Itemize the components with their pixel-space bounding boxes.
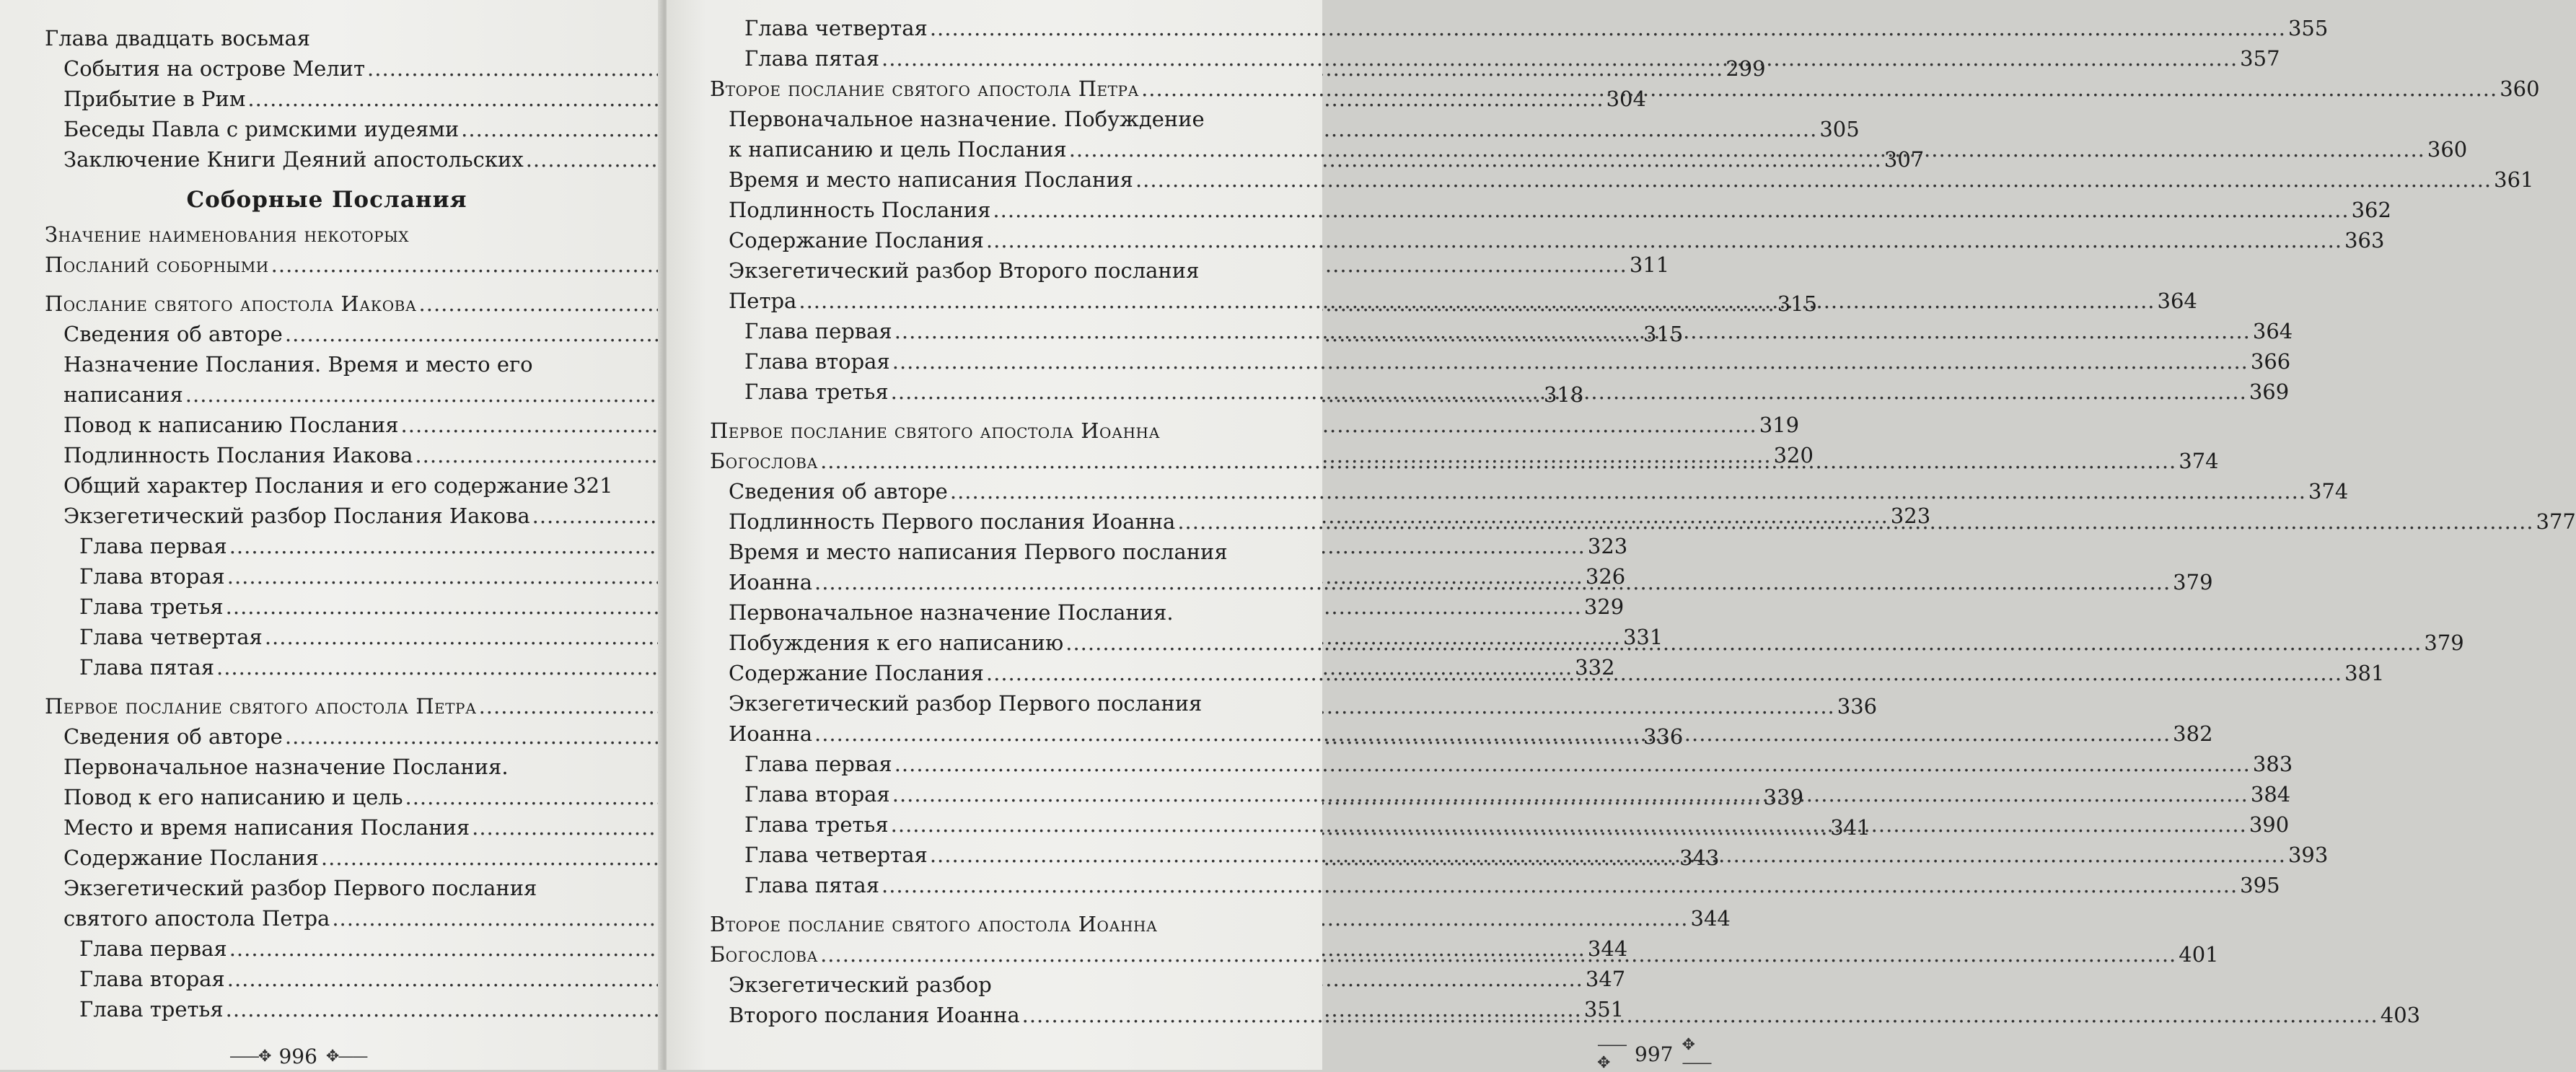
dot-leader xyxy=(891,377,2247,407)
toc-entry-page: 304 xyxy=(1606,87,1646,111)
toc-entry-line xyxy=(744,870,2280,900)
toc-entry-page: 341 xyxy=(1830,815,1871,840)
toc-entry-line xyxy=(744,749,2293,779)
toc-entry-title: Первоначальное назначение Послания. xyxy=(63,755,509,779)
toc-entry-line xyxy=(729,476,2349,506)
toc-entry xyxy=(710,346,2291,377)
toc-entry-title: Экзегетический разбор Первого послания xyxy=(729,691,1203,716)
toc-entry-page: 329 xyxy=(1583,594,1625,619)
toc-entry-page: 379 xyxy=(2173,570,2213,594)
toc-entry-title: События на острове Мелит xyxy=(63,56,366,81)
toc-entry-page: 382 xyxy=(2173,721,2213,746)
page-number xyxy=(229,1045,366,1068)
toc-entry-page: 401 xyxy=(2179,942,2219,967)
toc-entry-page: 332 xyxy=(1575,655,1615,680)
toc-entry-page: 319 xyxy=(1759,413,1800,437)
ornament-icon: ——✥ xyxy=(1597,1036,1626,1072)
dot-leader xyxy=(1065,628,2422,658)
toc-entry-page: 321 xyxy=(573,473,613,498)
toc-entry-page: 323 xyxy=(1587,534,1628,558)
toc-entry-page: 361 xyxy=(2494,167,2534,192)
toc-entry-title: Глава вторая xyxy=(79,967,225,991)
dot-leader xyxy=(814,567,2171,597)
toc-entry-title: Первоначальное назначение. Побуждение xyxy=(729,107,1205,131)
toc-entry-page: 344 xyxy=(1690,906,1731,931)
toc-entry-title: Первоначальное назначение Послания. xyxy=(729,600,1174,625)
toc-entry-page: 323 xyxy=(1890,504,1931,528)
toc-entry-title: Глава третья xyxy=(79,997,224,1022)
toc-entry-page: 307 xyxy=(1883,147,1925,172)
toc-entry-page: 336 xyxy=(1643,724,1684,749)
toc-entry-title: Повод к написанию Послания xyxy=(63,413,399,437)
toc-entry-title: Богослова xyxy=(710,449,819,473)
ornament-icon: ✥—— xyxy=(1682,1036,1711,1072)
toc-entry-title: Второе послание святого апостола Петра xyxy=(710,76,1140,101)
toc-entry-title: Глава третья xyxy=(79,594,224,619)
toc-entry-page: 343 xyxy=(1679,845,1720,870)
toc-entry xyxy=(45,470,613,501)
toc-entry-title: Второе послание святого апостола Иоанна xyxy=(710,912,1158,936)
toc-entry-title: Глава четвертая xyxy=(744,843,928,867)
toc-entry-title: Иоанна xyxy=(729,570,812,594)
toc-entry-title: Подлинность Послания xyxy=(729,198,991,222)
dot-leader xyxy=(1141,74,2497,104)
dot-leader xyxy=(882,870,2238,900)
toc-entry-page: 369 xyxy=(2248,379,2290,404)
toc-entry-title: Глава третья xyxy=(744,379,889,404)
toc-entry-page: 366 xyxy=(2250,349,2291,374)
toc-entry-title: Послание святого апостола Иакова xyxy=(45,291,417,316)
toc-entry-page: 403 xyxy=(2380,1003,2421,1027)
dot-leader xyxy=(930,840,2286,870)
toc-entry-page: 360 xyxy=(2500,76,2540,101)
dot-leader xyxy=(930,13,2286,43)
dot-leader xyxy=(1177,506,2533,537)
dot-leader xyxy=(891,809,2247,840)
toc-entry-page: 360 xyxy=(2427,137,2468,162)
dot-leader xyxy=(986,658,2342,688)
toc-entry-page: 344 xyxy=(1587,936,1628,961)
toc-entry-page: 379 xyxy=(2424,631,2464,655)
toc-entry xyxy=(710,749,2293,779)
toc-entry-title: Петра xyxy=(729,289,797,313)
toc-entry-page: 363 xyxy=(2344,228,2385,252)
toc-entry-title: Глава третья xyxy=(744,812,889,837)
toc-entry-title: Глава первая xyxy=(79,534,227,558)
toc-entry-title: святого апостола Петра xyxy=(63,906,330,931)
toc-entry-title: Подлинность Послания Иакова xyxy=(63,443,413,467)
page-number-value: 996 xyxy=(278,1045,317,1068)
toc-entry-title: Повод к его написанию и цель xyxy=(63,785,403,809)
toc-entry-page: 383 xyxy=(2252,752,2293,776)
toc-entry-title: Иоанна xyxy=(729,721,812,746)
toc-entry-page: 377 xyxy=(2536,509,2576,534)
dot-leader xyxy=(986,225,2342,255)
toc-entry-title: Первое послание святого апостола Петра xyxy=(45,694,477,719)
toc-entry-page: 318 xyxy=(1543,382,1584,407)
toc-entry-title: Глава вторая xyxy=(744,349,890,374)
toc-entry-title: Второго послания Иоанна xyxy=(729,1003,1020,1027)
toc-entry-title: Содержание Послания xyxy=(729,228,984,252)
toc-entry-title: Первое послание святого апостола Иоанна xyxy=(710,418,1161,443)
toc-entry-title: Назначение Послания. Время и место его xyxy=(63,352,533,377)
toc-entry-page: 362 xyxy=(2351,198,2391,222)
toc-entry-line xyxy=(63,470,613,501)
toc-entry-page: 374 xyxy=(2179,449,2219,473)
toc-entry-title: Глава двадцать восьмая xyxy=(45,26,311,50)
toc-entry-page: 381 xyxy=(2344,661,2385,685)
toc-entry-page: 364 xyxy=(2252,319,2293,343)
dot-leader xyxy=(820,939,2176,970)
toc-entry-page: 393 xyxy=(2287,843,2329,867)
toc-entry-title: Беседы Павла с римскими иудеями xyxy=(63,117,460,141)
toc-entry-line xyxy=(729,195,2391,225)
toc-entry-title: Содержание Послания xyxy=(63,845,319,870)
page-number-value: 997 xyxy=(1635,1042,1674,1066)
toc-entry-page: 374 xyxy=(2308,479,2349,504)
toc-entry-title: Общий характер Послания и его содержание xyxy=(63,473,569,498)
toc-entry-page: 355 xyxy=(2287,16,2329,40)
toc-entry-title: Экзегетический разбор Послания Иакова xyxy=(63,504,530,528)
dot-leader xyxy=(1135,164,2492,195)
toc-entry-line xyxy=(744,13,2329,43)
toc-entry-title: Глава четвертая xyxy=(744,16,928,40)
toc-entry-title: Побуждения к его написанию xyxy=(729,631,1064,655)
toc-entry-line xyxy=(729,164,2534,195)
toc-entry xyxy=(45,23,609,53)
toc-entry-title: Время и место написания Послания xyxy=(729,167,1133,192)
toc-entry-page: 347 xyxy=(1585,967,1626,991)
toc-entry-title: Посланий соборными xyxy=(45,252,269,277)
dot-leader xyxy=(993,195,2349,225)
page-number xyxy=(1597,1036,1710,1072)
toc-entry-title: Экзегетический разбор Второго послания xyxy=(729,258,1200,283)
toc-entry-line xyxy=(45,23,609,53)
toc-entry xyxy=(710,164,2534,195)
toc-entry-title: Заключение Книги Деяний апостольских xyxy=(63,147,524,172)
dot-leader xyxy=(814,719,2171,749)
toc-entry-title: Богослова xyxy=(710,942,819,967)
toc-entry-page: 339 xyxy=(1763,785,1804,809)
toc-entry xyxy=(710,870,2280,900)
toc-entry-page: 331 xyxy=(1622,625,1663,649)
toc-entry xyxy=(710,195,2391,225)
dot-leader xyxy=(894,749,2251,779)
toc-entry-title: Глава пятая xyxy=(79,655,214,680)
toc-entry-title: Глава вторая xyxy=(744,782,890,807)
toc-entry-title: Подлинность Первого послания Иоанна xyxy=(729,509,1176,534)
toc-entry-title: Сведения об авторе xyxy=(63,322,283,346)
toc-entry-title: Глава четвертая xyxy=(79,625,263,649)
dot-leader xyxy=(1022,1000,2378,1030)
toc-entry xyxy=(710,225,2385,255)
toc-entry-title: Время и место написания Первого послания xyxy=(729,540,1228,564)
toc-entry-title: Значение наименования некоторых xyxy=(45,222,409,247)
dot-leader xyxy=(882,43,2238,74)
toc-entry-page: 315 xyxy=(1777,291,1818,316)
toc-entry-title: написания xyxy=(63,382,183,407)
toc-entry-title: Глава вторая xyxy=(79,564,225,589)
toc-entry-title: Прибытие в Рим xyxy=(63,87,246,111)
toc-entry-title: Экзегетический разбор Первого послания xyxy=(63,876,537,900)
toc-entry xyxy=(710,476,2349,506)
toc-entry-page: 311 xyxy=(1629,252,1670,277)
toc-entry-page: 299 xyxy=(1726,56,1766,81)
toc-entry-page: 357 xyxy=(2240,46,2280,71)
toc-entry-page: 305 xyxy=(1819,117,1860,141)
toc-entry-page: 384 xyxy=(2250,782,2291,807)
section-title: Соборные Послания xyxy=(186,187,467,213)
dot-leader xyxy=(950,476,2306,506)
toc-entry-title: Глава первая xyxy=(744,319,892,343)
toc-entry-page: 326 xyxy=(1585,564,1626,589)
dot-leader xyxy=(820,446,2176,476)
toc-entry-title: к написанию и цель Послания xyxy=(729,137,1067,162)
toc-entry-title: Глава пятая xyxy=(744,873,879,897)
toc-entry-line xyxy=(729,225,2385,255)
dot-leader xyxy=(1069,134,2425,164)
toc-entry-title: Содержание Послания xyxy=(729,661,984,685)
toc-entry-title: Глава первая xyxy=(79,936,227,961)
dot-leader xyxy=(892,346,2248,377)
dot-leader xyxy=(894,316,2251,346)
toc-entry-line xyxy=(744,346,2291,377)
toc-entry-page: 390 xyxy=(2248,812,2290,837)
toc-entry-title: Место и время написания Послания xyxy=(63,815,470,840)
toc-entry-title: Сведения об авторе xyxy=(729,479,948,504)
toc-entry-title: Глава первая xyxy=(744,752,892,776)
toc-entry-page: 351 xyxy=(1583,997,1625,1022)
toc-entry-page: 315 xyxy=(1643,322,1684,346)
toc-entry-title: Глава пятая xyxy=(744,46,879,71)
ornament-icon: ✥—— xyxy=(325,1047,367,1066)
toc-entry-title: Сведения об авторе xyxy=(63,724,283,749)
toc-entry-page: 320 xyxy=(1773,443,1814,467)
dot-leader xyxy=(892,779,2248,809)
dot-leader xyxy=(799,286,2155,316)
toc-entry-page: 336 xyxy=(1837,694,1878,719)
toc-entry-page: 364 xyxy=(2157,289,2197,313)
toc-entry-title: Экзегетический разбор xyxy=(729,972,992,997)
toc-entry-page: 395 xyxy=(2240,873,2280,897)
ornament-icon: ——✥ xyxy=(229,1047,271,1066)
toc-entry xyxy=(710,13,2329,43)
